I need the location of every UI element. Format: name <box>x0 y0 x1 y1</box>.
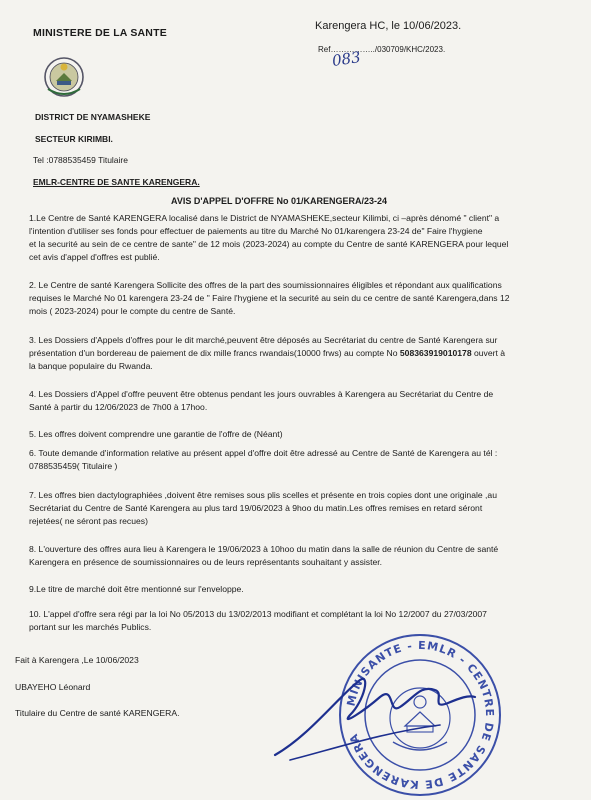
paragraph-7 <box>29 489 559 528</box>
text-line: mois ( 2023-2024) pour le compte du centre de Santé. <box>29 306 236 316</box>
document-title: AVIS D'APPEL D'OFFRE No 01/KARENGERA/23-24 <box>171 196 387 206</box>
text-line: Secrétariat du Centre de Santé Karengera au plus tard 19/06/2023 à 9hoo du matin.Les offres remises en retard séront <box>29 503 483 513</box>
text-line: rejetées( ne séront pas recues) <box>29 516 148 526</box>
text-line: 8. L'ouverture des offres aura lieu à Karengera le 19/06/2023 à 10hoo du matin dans la salle de réunion du Centre de santé <box>29 544 499 554</box>
text-line: cet avis d'appel d'offres est publié. <box>29 252 160 262</box>
text-line: 0788535459( Titulaire ) <box>29 461 118 471</box>
text-segment: ouvert à <box>471 348 506 358</box>
paragraph-2 <box>29 279 559 318</box>
text-line: 3. Les Dossiers d'Appels d'offres pour le dit marché,peuvent être déposés au Secrétariat du centre de Santé Karengera sur <box>29 335 498 345</box>
text-line: 7. Les offres bien dactylographiées ,doivent être remises sous plis scelles et présente en trois copies dont une originale ,au <box>29 490 497 500</box>
text-line: 5. Les offres doivent comprendre une garantie de l'offre de (Néant) <box>29 429 283 439</box>
text-line: Karengera en présence de soumissionnaires ou de leurs représentants souhaitant y assister. <box>29 557 383 567</box>
telephone-line: Tel :0788535459 Titulaire <box>33 155 128 165</box>
paragraph-3 <box>29 334 559 373</box>
district-label: DISTRICT DE NYAMASHEKE <box>35 112 151 122</box>
signatory-title: Titulaire du Centre de santé KARENGERA. <box>15 708 180 718</box>
paragraph-8 <box>29 543 559 569</box>
ministry-heading: MINISTERE DE LA SANTE <box>33 27 167 39</box>
text-line: portant sur les marchés Publics. <box>29 622 152 632</box>
text-line: l'intention d'utiliser ses fonds pour effectuer de paiements au titre du Marché No 01/karengera 23-24 de" Faire l'hygiene <box>29 226 483 236</box>
health-center-name: EMLR-CENTRE DE SANTE KARENGERA. <box>33 177 200 187</box>
paragraph-9 <box>29 583 559 596</box>
text-line: 10. L'appel d'offre sera régi par la loi No 05/2013 du 13/02/2013 modifiant et complétant la loi No 12/2007 du 27/03/2007 <box>29 609 487 619</box>
text-line: 4. Les Dossiers d'Appel d'offre peuvent être obtenus pendant les jours ouvrables à Karengera au Secrétariat du Centre de <box>29 389 494 399</box>
text-line: et la securité au sein de ce centre de sante" de 12 mois (2023-2024) au compte du Centre de santé KARENGERA pour lequel <box>29 239 509 249</box>
handwritten-ref-number: 083 <box>330 48 362 70</box>
signatory-name: UBAYEHO Léonard <box>15 682 91 692</box>
secteur-label: SECTEUR KIRIMBI. <box>35 134 113 144</box>
reference-line: Ref……………../030709/KHC/2023. <box>318 45 446 54</box>
paragraph-5 <box>29 428 559 441</box>
text-segment: présentation d'un bordereau de paiement de dix mille francs rwandais(10000 frws) au compte No <box>29 348 400 358</box>
place-date: Karengera HC, le 10/06/2023. <box>315 20 462 32</box>
paragraph-1 <box>29 212 559 264</box>
text-line: 6. Toute demande d'information relative au présent appel d'offre doit être adressé au Centre de Santé de Karengera au tél : <box>29 448 498 458</box>
text-line: requises le Marché No 01 karengera 23-24 de " Faire l'hygiene et la securité au sein du ce centre de santé Karengera,dans 12 <box>29 293 510 303</box>
paragraph-6 <box>29 447 559 473</box>
paragraph-4 <box>29 388 559 414</box>
signed-place-date: Fait à Karengera ,Le 10/06/2023 <box>15 655 139 665</box>
text-line: 2. Le Centre de santé Karengera Sollicite des offres de la part des soumissionnaires éligibles et répondant aux qualifications <box>29 280 502 290</box>
handwritten-signature-icon <box>270 655 480 775</box>
stamp-text: MINISANTE - EMLR - CENTRE DE SANTE DE KARENGERA <box>344 638 497 792</box>
text-line: la banque populaire du Rwanda. <box>29 361 153 371</box>
bank-account-number: 508363919010178 <box>399 348 472 358</box>
text-line: 1.Le Centre de Santé KARENGERA localisé dans le District de NYAMASHEKE,secteur Kilimbi, ci –après dénomé " client" a <box>29 213 500 223</box>
text-line: Santé à partir du 12/06/2023 de 7h00 à 17hoo. <box>29 402 208 412</box>
text-line <box>29 347 559 360</box>
rwanda-emblem-icon <box>42 55 86 99</box>
text-line: 9.Le titre de marché doit être mentionné sur l'enveloppe. <box>29 584 244 594</box>
